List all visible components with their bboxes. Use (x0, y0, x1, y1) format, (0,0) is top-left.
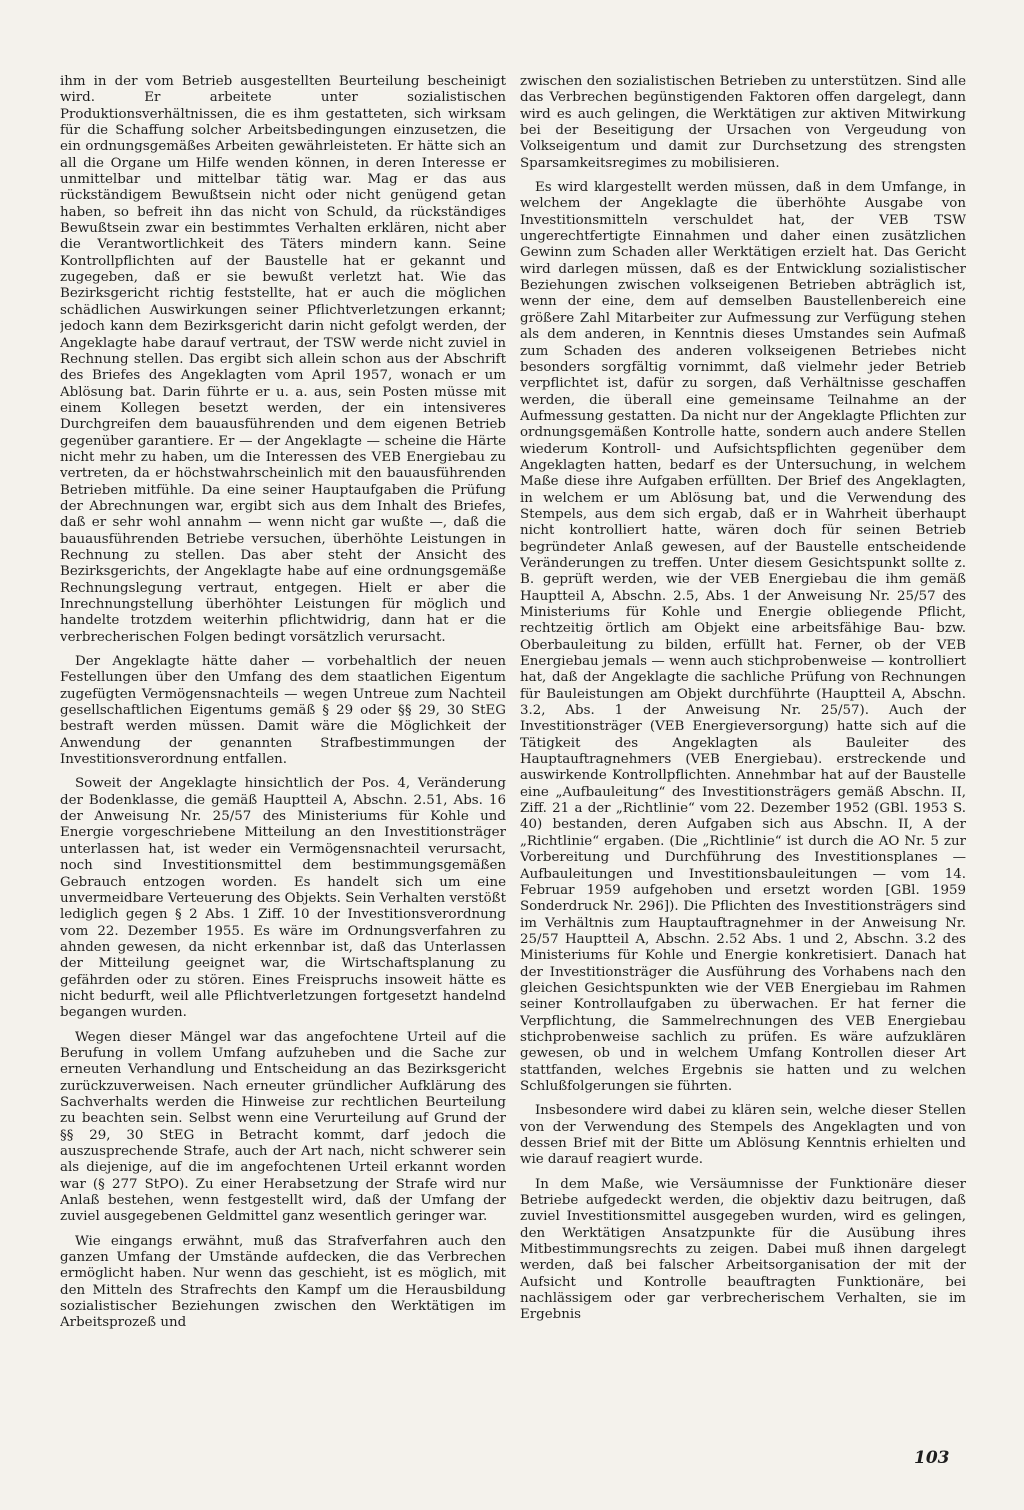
paragraph: Wie eingangs erwähnt, muß das Strafverfahren auch den ganzen Umfang der Umstände aufdecken, die das Verbrechen ermöglicht haben. Nur wenn das geschieht, ist es möglich, mit den Mitteln des Strafrechts den Kampf um die Herausbildung sozialistischer Beziehungen zwischen den Werktätigen im Arbeitsprozeß und (60, 1233, 506, 1331)
paragraph: Soweit der Angeklagte hinsichtlich der Pos. 4, Veränderung der Bodenklasse, die gemäß Hauptteil A, Abschn. 2.51, Abs. 16 der Anweisung Nr. 25/57 des Ministeriums für Kohle und Energie vorgeschriebene Mitteilung an den Investitionsträger unterlassen hat, ist weder ein Vermögensnachteil verursacht, noch sind Investitionsmittel dem bestimmungsgemäßen Gebrauch entzogen worden. Es handelt sich um eine unvermeidbare Verteuerung des Objekts. Sein Verhalten verstößt lediglich gegen § 2 Abs. 1 Ziff. 10 der Investitionsverordnung vom 22. Dezember 1955. Es wäre im Ordnungsverfahren zu ahnden gewesen, da nicht erkennbar ist, daß das Unterlassen der Mitteilung geeignet war, die Wirtschaftsplanung zu gefährden oder zu stören. Eines Freispruchs insoweit hätte es nicht bedurft, weil alle Pflichtverletzungen fortgesetzt handelnd begangen wurden. (60, 776, 506, 1021)
paragraph: zwischen den sozialistischen Betrieben zu unterstützen. Sind alle das Verbrechen begünstigenden Faktoren offen dargelegt, dann wird es auch gelingen, die Werktätigen zur aktiven Mitwirkung bei der Beseitigung der Ursachen von Vergeudung von Volkseigentum und damit zur Durchsetzung des strengsten Sparsamkeitsregimes zu mobilisieren. (520, 74, 966, 171)
paragraph: Insbesondere wird dabei zu klären sein, welche dieser Stellen von der Verwendung des Stempels des Angeklagten und von dessen Brief mit der Bitte um Ablösung Kenntnis erhielten und wie darauf reagiert wurde. (520, 1103, 966, 1168)
paragraph: Der Angeklagte hätte daher — vorbehaltlich der neuen Festellungen über den Umfang des dem staatlichen Eigentum zugefügten Vermögensnachteils — wegen Untreue zum Nachteil gesellschaftlichen Eigentums gemäß § 29 oder §§ 29, 30 StEG bestraft werden müssen. Damit wäre die Möglichkeit der Anwendung der genannten Strafbestimmungen der Investitionsverordnung entfallen. (60, 654, 506, 768)
right-column (520, 74, 966, 1454)
paragraph: ihm in der vom Betrieb ausgestellten Beurteilung bescheinigt wird. Er arbeitete unter sozialistischen Produktionsverhältnissen, die es ihm gestatteten, sich wirksam für die Schaffung solcher Arbeitsbedingungen einzusetzen, die ein ordnungsgemäßes Arbeiten gewährleisteten. Er hätte sich an all die Organe um Hilfe wenden können, in deren Interesse er unmittelbar und mittelbar tätig war. Mag er das aus rückständigem Bewußtsein nicht oder nicht genügend getan haben, so befreit ihn das nicht von Schuld, da rückständiges Bewußtsein zwar ein bestimmtes Verhalten erklären, nicht aber die Verantwortlichkeit des Täters mindern kann. Seine Kontrollpflichten auf der Baustelle hat er gekannt und zugegeben, daß er sie bewußt verletzt hat. Wie das Bezirksgericht richtig feststellte, hat er auch die möglichen schädlichen Auswirkungen seiner Pflichtverletzungen erkannt; jedoch kann dem Bezirksgericht darin nicht gefolgt werden, der Angeklagte habe darauf vertraut, der TSW werde nicht zuviel in Rechnung stellen. Das ergibt sich allein schon aus der Abschrift des Briefes des Angeklagten vom April 1957, wonach er um Ablösung bat. Darin führte er u. a. aus, sein Posten müsse mit einem Kollegen besetzt werden, der ein intensiveres Durchgreifen dem bauausführenden und dem eigenen Betrieb gegenüber garantiere. Er — der Angeklagte — scheine die Härte nicht mehr zu haben, um die Interessen des VEB Energiebau zu vertreten, da er höchstwahrscheinlich mit den bauausführenden Betrieben mitfühle. Da eine seiner Hauptaufgaben die Prüfung der Abrechnungen war, ergibt sich aus dem Inhalt des Briefes, daß er sehr wohl annahm — wenn nicht gar wußte —, daß die bauausführenden Betriebe versuchen, überhöhte Leistungen in Rechnung zu stellen. Das aber steht der Ansicht des Bezirksgerichts, der Angeklagte habe auf eine ordnungsgemäße Rechnungslegung vertraut, entgegen. Hielt er aber die Inrechnungstellung überhöhter Leistungen für möglich und handelte trotzdem weiterhin pflichtwidrig, dann hat er die verbrecherischen Folgen bedingt vorsätzlich verursacht. (60, 74, 506, 645)
paragraph: In dem Maße, wie Versäumnisse der Funktionäre dieser Betriebe aufgedeckt werden, die objektiv dazu beitrugen, daß zuviel Investitionsmittel ausgegeben wurden, wird es gelingen, den Werktätigen Ansatzpunkte für die Ausübung ihres Mitbestimmungsrechts zu zeigen. Dabei muß ihnen dargelegt werden, daß bei falscher Arbeitsorganisation der mit der Aufsicht und Kontrolle beauftragten Funktionäre, bei nachlässigem oder gar verbrecherischem Verhalten, sie im Ergebnis (520, 1176, 966, 1323)
paragraph: Wegen dieser Mängel war das angefochtene Urteil auf die Berufung in vollem Umfang aufzuheben und die Sache zur erneuten Verhandlung und Entscheidung an das Bezirksgericht zurückzuverweisen. Nach erneuter gründlicher Aufklärung des Sachverhalts werden die Hinweise zur rechtlichen Beurteilung zu beachten sein. Selbst wenn eine Verurteilung auf Grund der §§ 29, 30 StEG in Betracht kommt, darf jedoch die auszusprechende Strafe, auch der Art nach, nicht schwerer sein als diejenige, auf die im angefochtenen Urteil erkannt worden war (§ 277 StPO). Zu einer Herabsetzung der Strafe wird nur Anlaß bestehen, wenn festgestellt wird, daß der Umfang der zuviel ausgegebenen Geldmittel ganz wesentlich geringer war. (60, 1029, 506, 1225)
paragraph: Es wird klargestellt werden müssen, daß in dem Umfange, in welchem der Angeklagte die überhöhte Ausgabe von Investitionsmitteln verschuldet hat, der VEB TSW ungerechtfertigte Einnahmen und daher einen zusätzlichen Gewinn zum Schaden aller Werktätigen erzielt hat. Das Gericht wird darlegen müssen, daß es der Entwicklung sozialistischer Beziehungen zwischen volkseigenen Betrieben abträglich ist, wenn der eine, dem auf demselben Baustellenbereich eine größere Zahl Mitarbeiter zur Aufmessung zur Verfügung stehen als dem anderen, in Kenntnis dieses Umstandes sein Aufmaß zum Schaden des anderen volkseigenen Betriebes nicht besonders sorgfältig vornimmt, daß vielmehr jeder Betrieb verpflichtet ist, dafür zu sorgen, daß Verhältnisse geschaffen werden, die überall eine gemeinsame Teilnahme an der Aufmessung gestatten. Da nicht nur der Angeklagte Pflichten zur ordnungsgemäßen Kontrolle hatte, sondern auch andere Stellen wiederum Kontroll- und Aufsichtspflichten gegenüber dem Angeklagten hatten, bedarf es der Untersuchung, in welchem Maße diese ihre Aufgaben erfüllten. Der Brief des Angeklagten, in welchem er um Ablösung bat, und die Verwendung des Stempels, aus dem sich ergab, daß er in Wahrheit überhaupt nicht kontrolliert hatte, wären doch für seinen Betrieb begründeter Anlaß gewesen, auf der Baustelle entscheidende Veränderungen zu treffen. Unter diesem Gesichtspunkt sollte z. B. geprüft werden, wie der VEB Energiebau die ihm gemäß Hauptteil A, Abschn. 2.5, Abs. 1 der Anweisung Nr. 25/57 des Ministeriums für Kohle und Energie obliegende Pflicht, rechtzeitig örtlich am Objekt eine arbeitsfähige Bau- bzw. Oberbauleitung zu bilden, erfüllt hat. Ferner, ob der VEB Energiebau jemals — wenn auch stichprobenweise — kontrolliert hat, daß der Angeklagte die sachliche Prüfung von Rechnungen für Bauleistungen am Objekt durchführte (Hauptteil A, Abschn. 3.2, Abs. 1 der Anweisung Nr. 25/57). Auch der Investitionsträger (VEB Energieversorgung) hatte sich auf die Tätigkeit des Angeklagten als Bauleiter des Hauptauftragnehmers (VEB Energiebau). erstreckende und auswirkende Kontrollpflichten. Annehmbar hat auf der Baustelle eine „Aufbauleitung“ des Investitionsträgers gemäß Abschn. II, Ziff. 21 a der „Richtlinie“ vom 22. Dezember 1952 (GBl. 1953 S. 40) bestanden, deren Aufgaben sich aus Abschn. II, A der „Richtlinie“ ergaben. (Die „Richtlinie“ ist durch die AO Nr. 5 zur Vorbereitung und Durchführung des Investitionsplanes — Aufbauleitungen und Investitionsbauleitungen — vom 14. Februar 1959 aufgehoben und ersetzt worden [GBl. 1959 Sonderdruck Nr. 296]). Die Pflichten des Investitionsträgers sind im Verhältnis zum Hauptauftragnehmer in der Anweisung Nr. 25/57 Hauptteil A, Abschn. 2.52 Abs. 1 und 2, Abschn. 3.2 des Ministeriums für Kohle und Energie konkretisiert. Danach hat der Investitionsträger die Ausführung des Vorhabens nach den gleichen Gesichtspunkten wie der VEB Energiebau im Rahmen seiner Kontrollaufgaben zu überwachen. Er hat ferner die Verpflichtung, die Sammelrechnungen des VEB Energiebau stichprobenweise sachlich zu prüfen. Es wäre aufzuklären gewesen, ob und in welchem Umfang Kontrollen dieser Art stattfanden, welches Ergebnis sie hatten und zu welchen Schlußfolgerungen sie führten. (520, 180, 966, 1094)
left-column (60, 74, 506, 1454)
page-number: 103 (914, 1448, 950, 1468)
